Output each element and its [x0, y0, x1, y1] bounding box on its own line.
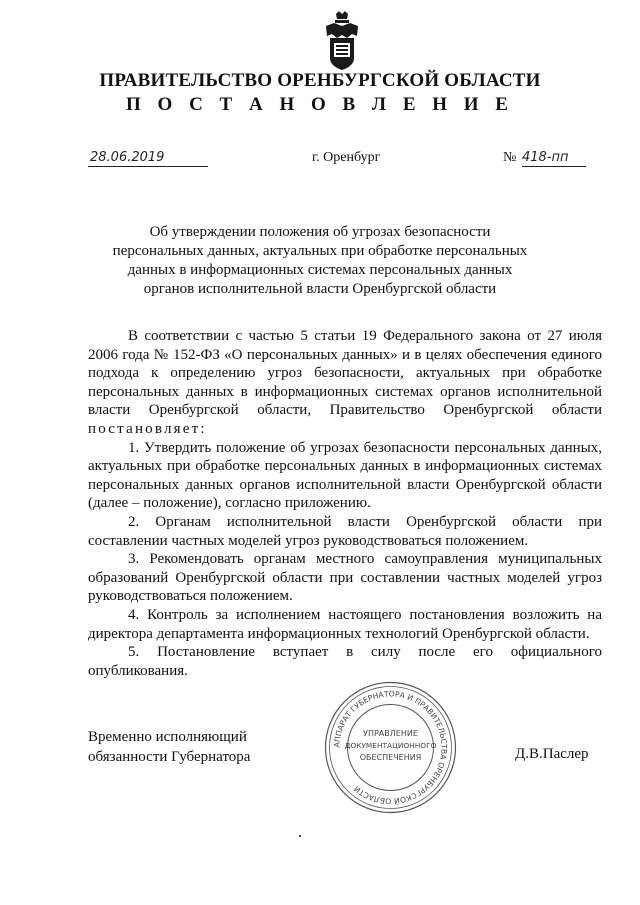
official-stamp	[323, 680, 458, 815]
title-line: персональных данных, актуальных при обработке персональных	[112, 243, 528, 259]
stamp-center-line: УПРАВЛЕНИЕ	[363, 729, 418, 738]
preamble-text: В соответствии с частью 5 статьи 19 Федерального закона от 27 июля 2006 года № 152-ФЗ «О персональных данных» и в целях обеспечения единого подхода к определению угроз безопасности, актуальных при обработке персональных данных в информационных системах органов исполнительной власти Оренбургской области, Правительство Оренбургской области	[88, 328, 602, 419]
scan-speck	[299, 835, 301, 837]
signatory-position-line: обязанности Губернатора	[88, 749, 251, 765]
document-body	[88, 327, 602, 680]
decree-item-5: 5. Постановление вступает в силу после его официального опубликования.	[88, 644, 602, 679]
stamp-ring-text: АППАРАТ ГУБЕРНАТОРА И ПРАВИТЕЛЬСТВА ОРЕНБУРГСКОЙ ОБЛАСТИ	[332, 689, 449, 806]
document-title	[100, 223, 540, 299]
document-city: г. Оренбург	[312, 150, 381, 165]
document-date: 28.06.2019	[88, 150, 208, 167]
signatory-position-line: Временно исполняющий	[88, 729, 247, 745]
title-line: Об утверждении положения об угрозах безопасности	[149, 224, 491, 240]
decree-item-1: 1. Утвердить положение об угрозах безопасности персональных данных, актуальных при обработке персональных данных в информационных системах персональных данных органов исполнительной власти Оренбургской области (далее – положение), согласно приложению.	[88, 439, 602, 512]
document-type: П О С Т А Н О В Л Е Н И Е	[126, 94, 514, 115]
stamp-center-line: ОБЕСПЕЧЕНИЯ	[359, 753, 422, 762]
document-number: 418-пп	[522, 150, 586, 167]
title-line: данных в информационных системах персональных данных	[127, 262, 513, 278]
decree-item-2: 2. Органам исполнительной власти Оренбургской области при составлении частных моделей угроз руководствоваться положением.	[88, 513, 602, 549]
decree-item-4: 4. Контроль за исполнением настоящего постановления возложить на директора департамента информационных технологий Оренбургской области.	[88, 606, 602, 642]
stamp-center-line: ДОКУМЕНТАЦИОННОГО	[344, 741, 437, 750]
organization-name: ПРАВИТЕЛЬСТВО ОРЕНБУРГСКОЙ ОБЛАСТИ	[99, 70, 541, 91]
decree-word: постановляет:	[88, 420, 207, 437]
decree-item-3: 3. Рекомендовать органам местного самоуправления муниципальных образований Оренбургской области при составлении частных моделей угроз руководствоваться положением.	[88, 551, 602, 605]
signatory-name: Д.В.Паслер	[515, 746, 589, 762]
signatory-position	[88, 727, 250, 767]
title-line: органов исполнительной власти Оренбургской области	[143, 281, 497, 297]
coat-of-arms-icon	[322, 10, 362, 72]
document-number-label: №	[503, 150, 517, 165]
preamble-paragraph	[88, 327, 602, 439]
